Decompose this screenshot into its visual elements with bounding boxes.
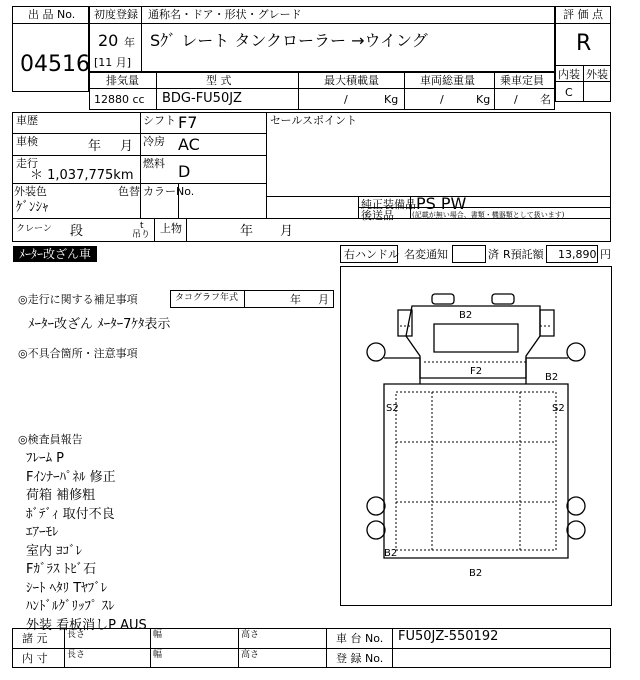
capacity-value: / bbox=[514, 93, 518, 106]
ac-value: AC bbox=[178, 135, 200, 154]
yen-label: 円 bbox=[600, 248, 611, 261]
aftermarket-note: (記載が無い場合、書類・機器類として扱います) bbox=[412, 211, 565, 219]
color-label: 外装色 bbox=[14, 185, 47, 198]
displacement-value: 12880 cc bbox=[94, 93, 145, 106]
s2-left-label: S2 bbox=[386, 403, 399, 414]
color-no-label: カラーNo. bbox=[143, 185, 195, 198]
mileage-value: ＊ 1,037,775km bbox=[30, 168, 134, 183]
rating-label: 評 価 点 bbox=[563, 8, 603, 21]
name-change-label: 名変通知 bbox=[404, 248, 448, 261]
fuel-label: 燃料 bbox=[143, 157, 165, 170]
chassis-label: 車 台 No. bbox=[336, 632, 384, 645]
interior-label: 内装 bbox=[558, 68, 580, 81]
height-label-2: 高さ bbox=[241, 650, 260, 660]
fuel-value: D bbox=[178, 162, 191, 181]
inspector-item: 荷箱 補修粗 bbox=[26, 488, 96, 503]
inspection-year: 年 bbox=[88, 139, 102, 154]
b2-right-label: B2 bbox=[545, 372, 559, 383]
b2-bottom-label: B2 bbox=[469, 568, 483, 579]
history-label: 車歴 bbox=[16, 114, 38, 127]
reg-year: 20 bbox=[98, 31, 119, 50]
inspector-item: ｼｰﾄ ﾍﾀﾘ Tﾔﾌﾞﾚ bbox=[26, 580, 108, 596]
b2-top-label: B2 bbox=[459, 310, 473, 321]
color-code-label: 色替 bbox=[118, 185, 140, 198]
crane-ton: t bbox=[140, 221, 144, 231]
gross-weight-value: / bbox=[440, 93, 444, 106]
model-name-label: 通称名・ドア・形状・グレード bbox=[148, 8, 302, 21]
gross-weight-label: 車両総重量 bbox=[420, 74, 475, 87]
upper-label: 上物 bbox=[160, 222, 182, 235]
crane-steps: 段 bbox=[70, 224, 84, 239]
model-value: BDG-FU50JZ bbox=[162, 91, 242, 106]
crane-lift: 吊り bbox=[132, 230, 151, 240]
name-change-box bbox=[452, 245, 486, 263]
recycle-label: 済 bbox=[488, 248, 499, 261]
registration-label: 登 録 No. bbox=[336, 652, 384, 665]
specs-row-label: 諸 元 bbox=[22, 632, 48, 645]
upper-year: 年 bbox=[240, 224, 254, 239]
ac-label: 冷房 bbox=[143, 135, 165, 148]
lot-label: 出 品 No. bbox=[28, 8, 76, 21]
inspector-title: ◎検査員報告 bbox=[18, 433, 83, 446]
vehicle-name: Sｸﾞ レート タンクローラー →ウイング bbox=[150, 31, 428, 50]
s2-right-label: S2 bbox=[552, 403, 565, 414]
first-reg-label: 初度登録 bbox=[94, 8, 138, 21]
meter-tampered-tag: ﾒｰﾀｰ改ざん車 bbox=[13, 246, 97, 262]
gross-weight-unit: Kg bbox=[476, 93, 491, 106]
model-label: 型 式 bbox=[206, 74, 232, 87]
aftermarket-label: 後送品 bbox=[361, 209, 394, 222]
inspection-label: 車検 bbox=[16, 135, 38, 148]
displacement-label: 排気量 bbox=[106, 74, 139, 87]
mileage-label: 走行 bbox=[16, 157, 38, 170]
sales-point-label: セールスポイント bbox=[270, 114, 358, 127]
inspector-item: Fｶﾞﾗｽ ﾄﾋﾞ石 bbox=[26, 562, 97, 577]
inspector-item: ﾊﾝﾄﾞﾙｸﾞﾘｯﾌﾟ ｽﾚ bbox=[26, 599, 115, 614]
exterior-label: 外装 bbox=[586, 68, 608, 81]
inspection-month: 月 bbox=[120, 139, 134, 154]
rating-value: R bbox=[576, 31, 592, 56]
length-label-1: 長さ bbox=[67, 630, 86, 640]
chassis-value: FU50JZ-550192 bbox=[398, 629, 499, 644]
supplement-title: ◎走行に関する補足事項 bbox=[18, 293, 138, 306]
height-label-1: 高さ bbox=[241, 630, 260, 640]
inspector-item: 室内 ﾖｺﾞﾚ bbox=[26, 543, 83, 559]
interior-grade: C bbox=[565, 86, 573, 99]
inspector-item: ﾌﾚｰﾑ P bbox=[26, 451, 64, 466]
inspector-item: ｴｱｰﾓﾚ bbox=[26, 525, 59, 540]
lot-number: 04516 bbox=[20, 52, 90, 77]
shift-label: シフト bbox=[143, 114, 176, 127]
tachograph-label: タコグラフ年式 bbox=[175, 293, 239, 303]
max-load-unit: Kg bbox=[384, 93, 399, 106]
shift-value: F7 bbox=[178, 113, 198, 132]
f2-label: F2 bbox=[470, 366, 483, 377]
width-label-2: 幅 bbox=[153, 650, 163, 660]
equipment-value: PS PW bbox=[416, 194, 467, 213]
capacity-label: 乗車定員 bbox=[500, 74, 544, 87]
length-label-2: 長さ bbox=[67, 650, 86, 660]
width-label-1: 幅 bbox=[153, 630, 163, 640]
tacho-month: 月 bbox=[318, 293, 329, 306]
truck-diagram bbox=[340, 266, 612, 606]
reg-year-unit: 年 bbox=[124, 36, 135, 49]
crane-label: クレーン bbox=[16, 224, 52, 234]
upper-month: 月 bbox=[280, 224, 294, 239]
reg-month: [11 月] bbox=[94, 56, 132, 69]
dims-row-label: 内 寸 bbox=[22, 652, 48, 665]
inspector-item: 外装 看板消しP AUS bbox=[26, 617, 147, 633]
tacho-year: 年 bbox=[290, 293, 301, 306]
recycle-deposit-label: R預託額 bbox=[503, 248, 544, 261]
capacity-unit: 名 bbox=[540, 93, 551, 106]
max-load-value: / bbox=[344, 93, 348, 106]
inspector-item: ﾎﾞﾃﾞｨ 取付不良 bbox=[26, 506, 115, 522]
supplement-text: ﾒｰﾀｰ改ざん ﾒｰﾀｰ7ｹﾀ表示 bbox=[28, 317, 171, 332]
defects-title: ◎不具合箇所・注意事項 bbox=[18, 347, 138, 360]
b2-left-bottom-label: B2 bbox=[384, 548, 398, 559]
color-value: ｹﾞﾝｼｬ bbox=[16, 200, 49, 215]
max-load-label: 最大積載量 bbox=[324, 74, 379, 87]
recycle-deposit-value: 13,890 bbox=[558, 248, 597, 261]
inspector-item: Fｲﾝﾅｰﾊﾟﾈﾙ 修正 bbox=[26, 469, 116, 485]
right-hand-label: 右ハンドル bbox=[344, 248, 399, 261]
equipment-label: 純正装備品 bbox=[361, 198, 416, 211]
